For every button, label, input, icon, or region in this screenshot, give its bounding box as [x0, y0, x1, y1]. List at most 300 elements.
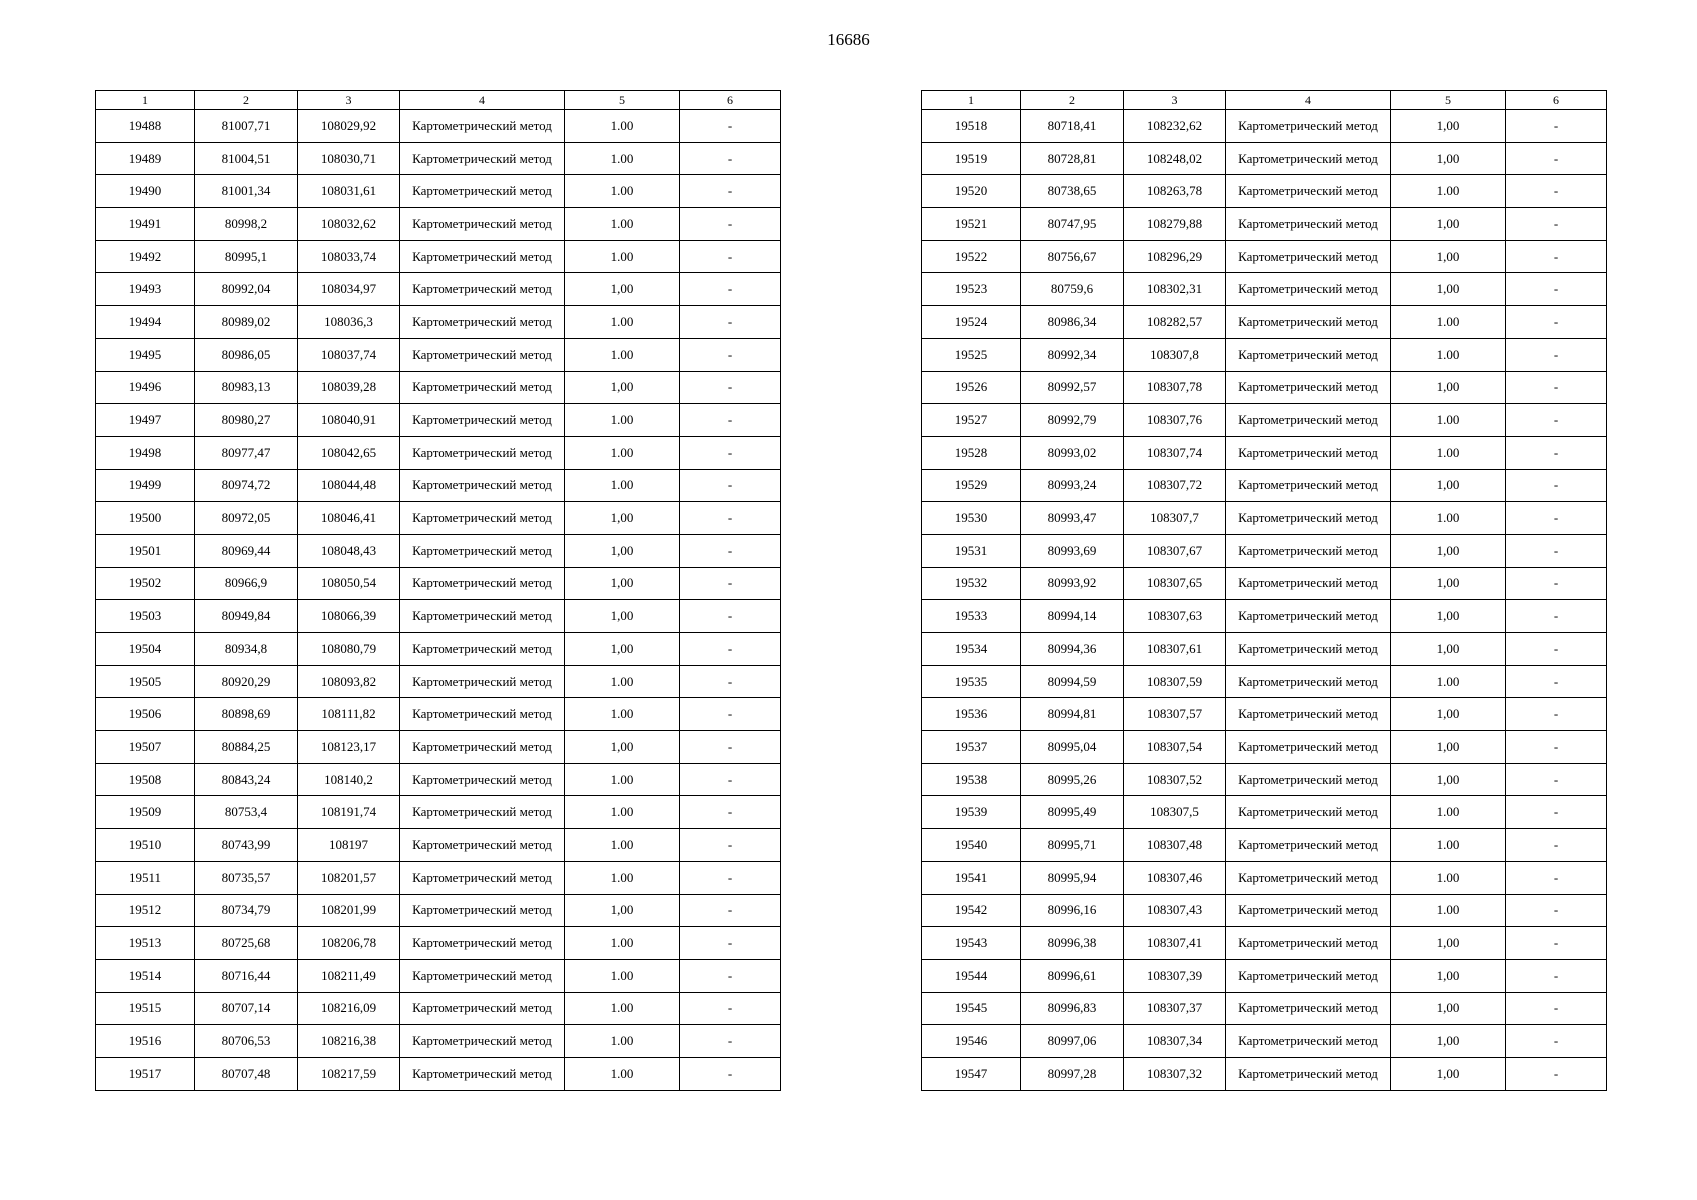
point-number-cell: 19547	[922, 1057, 1021, 1090]
y-coordinate-cell: 108123,17	[298, 731, 400, 764]
note-cell: -	[1506, 927, 1607, 960]
note-cell: -	[680, 600, 781, 633]
column-header: 1	[96, 91, 195, 110]
accuracy-cell: 1.00	[565, 436, 680, 469]
x-coordinate-cell: 80993,92	[1021, 567, 1124, 600]
x-coordinate-cell: 80898,69	[195, 698, 298, 731]
point-number-cell: 19541	[922, 861, 1021, 894]
note-cell: -	[680, 208, 781, 241]
method-cell: Картометрический метод	[400, 763, 565, 796]
accuracy-cell: 1,00	[1391, 731, 1506, 764]
y-coordinate-cell: 108307,63	[1124, 600, 1226, 633]
y-coordinate-cell: 108080,79	[298, 633, 400, 666]
accuracy-cell: 1,00	[1391, 959, 1506, 992]
method-cell: Картометрический метод	[1226, 175, 1391, 208]
accuracy-cell: 1.00	[565, 829, 680, 862]
x-coordinate-cell: 80995,94	[1021, 861, 1124, 894]
x-coordinate-cell: 80934,8	[195, 633, 298, 666]
method-cell: Картометрический метод	[400, 338, 565, 371]
point-number-cell: 19494	[96, 306, 195, 339]
note-cell: -	[1506, 698, 1607, 731]
table-row	[922, 992, 1607, 1025]
note-cell: -	[680, 175, 781, 208]
table-row	[922, 633, 1607, 666]
note-cell: -	[680, 763, 781, 796]
point-number-cell: 19501	[96, 534, 195, 567]
x-coordinate-cell: 80966,9	[195, 567, 298, 600]
table-row	[922, 894, 1607, 927]
point-number-cell: 19490	[96, 175, 195, 208]
column-header: 3	[1124, 91, 1226, 110]
accuracy-cell: 1.00	[565, 796, 680, 829]
method-cell: Картометрический метод	[400, 894, 565, 927]
x-coordinate-cell: 80969,44	[195, 534, 298, 567]
x-coordinate-cell: 80728,81	[1021, 142, 1124, 175]
accuracy-cell: 1,00	[1391, 633, 1506, 666]
y-coordinate-cell: 108042,65	[298, 436, 400, 469]
note-cell: -	[1506, 306, 1607, 339]
y-coordinate-cell: 108048,43	[298, 534, 400, 567]
method-cell: Картометрический метод	[400, 1025, 565, 1058]
y-coordinate-cell: 108307,57	[1124, 698, 1226, 731]
table-row	[96, 698, 781, 731]
x-coordinate-cell: 80974,72	[195, 469, 298, 502]
method-cell: Картометрический метод	[400, 861, 565, 894]
table-row	[96, 502, 781, 535]
method-cell: Картометрический метод	[1226, 110, 1391, 143]
x-coordinate-cell: 80972,05	[195, 502, 298, 535]
note-cell: -	[680, 371, 781, 404]
note-cell: -	[680, 502, 781, 535]
accuracy-cell: 1,00	[1391, 1057, 1506, 1090]
x-coordinate-cell: 80992,79	[1021, 404, 1124, 437]
method-cell: Картометрический метод	[400, 731, 565, 764]
y-coordinate-cell: 108201,99	[298, 894, 400, 927]
y-coordinate-cell: 108307,32	[1124, 1057, 1226, 1090]
method-cell: Картометрический метод	[1226, 927, 1391, 960]
table-row	[96, 861, 781, 894]
accuracy-cell: 1.00	[565, 992, 680, 1025]
point-number-cell: 19498	[96, 436, 195, 469]
accuracy-cell: 1,00	[1391, 1025, 1506, 1058]
table-row	[922, 240, 1607, 273]
x-coordinate-cell: 80718,41	[1021, 110, 1124, 143]
note-cell: -	[680, 469, 781, 502]
x-coordinate-cell: 80949,84	[195, 600, 298, 633]
x-coordinate-cell: 80753,4	[195, 796, 298, 829]
point-number-cell: 19536	[922, 698, 1021, 731]
table-row	[96, 927, 781, 960]
note-cell: -	[680, 306, 781, 339]
note-cell: -	[680, 796, 781, 829]
note-cell: -	[1506, 436, 1607, 469]
x-coordinate-cell: 81007,71	[195, 110, 298, 143]
method-cell: Картометрический метод	[1226, 404, 1391, 437]
accuracy-cell: 1,00	[1391, 110, 1506, 143]
point-number-cell: 19523	[922, 273, 1021, 306]
point-number-cell: 19528	[922, 436, 1021, 469]
page-number: 16686	[827, 30, 870, 49]
accuracy-cell: 1,00	[1391, 208, 1506, 241]
point-number-cell: 19517	[96, 1057, 195, 1090]
x-coordinate-cell: 80920,29	[195, 665, 298, 698]
point-number-cell: 19507	[96, 731, 195, 764]
y-coordinate-cell: 108279,88	[1124, 208, 1226, 241]
note-cell: -	[680, 861, 781, 894]
x-coordinate-cell: 81001,34	[195, 175, 298, 208]
x-coordinate-cell: 80998,2	[195, 208, 298, 241]
table-row	[96, 731, 781, 764]
table-row	[96, 404, 781, 437]
note-cell: -	[680, 273, 781, 306]
accuracy-cell: 1.00	[565, 338, 680, 371]
y-coordinate-cell: 108044,48	[298, 469, 400, 502]
point-number-cell: 19506	[96, 698, 195, 731]
point-number-cell: 19495	[96, 338, 195, 371]
table-row	[96, 371, 781, 404]
accuracy-cell: 1,00	[1391, 240, 1506, 273]
y-coordinate-cell: 108217,59	[298, 1057, 400, 1090]
y-coordinate-cell: 108216,09	[298, 992, 400, 1025]
x-coordinate-cell: 80997,06	[1021, 1025, 1124, 1058]
method-cell: Картометрический метод	[400, 175, 565, 208]
table-row	[922, 698, 1607, 731]
y-coordinate-cell: 108201,57	[298, 861, 400, 894]
point-number-cell: 19521	[922, 208, 1021, 241]
y-coordinate-cell: 108032,62	[298, 208, 400, 241]
y-coordinate-cell: 108302,31	[1124, 273, 1226, 306]
x-coordinate-cell: 80743,99	[195, 829, 298, 862]
point-number-cell: 19540	[922, 829, 1021, 862]
note-cell: -	[1506, 600, 1607, 633]
note-cell: -	[1506, 502, 1607, 535]
method-cell: Картометрический метод	[400, 110, 565, 143]
accuracy-cell: 1,00	[1391, 142, 1506, 175]
note-cell: -	[1506, 731, 1607, 764]
method-cell: Картометрический метод	[400, 829, 565, 862]
note-cell: -	[680, 534, 781, 567]
accuracy-cell: 1,00	[565, 371, 680, 404]
point-number-cell: 19545	[922, 992, 1021, 1025]
accuracy-cell: 1.00	[1391, 175, 1506, 208]
accuracy-cell: 1.00	[565, 1025, 680, 1058]
y-coordinate-cell: 108191,74	[298, 796, 400, 829]
note-cell: -	[680, 240, 781, 273]
note-cell: -	[1506, 338, 1607, 371]
note-cell: -	[1506, 861, 1607, 894]
x-coordinate-cell: 80995,49	[1021, 796, 1124, 829]
point-number-cell: 19522	[922, 240, 1021, 273]
note-cell: -	[1506, 273, 1607, 306]
method-cell: Картометрический метод	[1226, 861, 1391, 894]
table-row	[96, 959, 781, 992]
point-number-cell: 19510	[96, 829, 195, 862]
note-cell: -	[1506, 763, 1607, 796]
table-row	[922, 436, 1607, 469]
point-number-cell: 19527	[922, 404, 1021, 437]
y-coordinate-cell: 108307,46	[1124, 861, 1226, 894]
table-row	[96, 240, 781, 273]
column-header: 5	[1391, 91, 1506, 110]
x-coordinate-cell: 80996,61	[1021, 959, 1124, 992]
point-number-cell: 19497	[96, 404, 195, 437]
x-coordinate-cell: 80995,71	[1021, 829, 1124, 862]
point-number-cell: 19542	[922, 894, 1021, 927]
x-coordinate-cell: 80996,16	[1021, 894, 1124, 927]
method-cell: Картометрический метод	[400, 208, 565, 241]
method-cell: Картометрический метод	[1226, 436, 1391, 469]
method-cell: Картометрический метод	[400, 240, 565, 273]
note-cell: -	[1506, 1025, 1607, 1058]
method-cell: Картометрический метод	[400, 273, 565, 306]
method-cell: Картометрический метод	[400, 567, 565, 600]
point-number-cell: 19513	[96, 927, 195, 960]
accuracy-cell: 1.00	[1391, 665, 1506, 698]
y-coordinate-cell: 108037,74	[298, 338, 400, 371]
x-coordinate-cell: 80716,44	[195, 959, 298, 992]
note-cell: -	[680, 404, 781, 437]
y-coordinate-cell: 108036,3	[298, 306, 400, 339]
note-cell: -	[1506, 208, 1607, 241]
y-coordinate-cell: 108216,38	[298, 1025, 400, 1058]
x-coordinate-cell: 80993,47	[1021, 502, 1124, 535]
table-row	[922, 665, 1607, 698]
method-cell: Картометрический метод	[400, 959, 565, 992]
table-row	[96, 894, 781, 927]
x-coordinate-cell: 81004,51	[195, 142, 298, 175]
method-cell: Картометрический метод	[400, 1057, 565, 1090]
x-coordinate-cell: 80992,34	[1021, 338, 1124, 371]
accuracy-cell: 1.00	[565, 1057, 680, 1090]
x-coordinate-cell: 80983,13	[195, 371, 298, 404]
method-cell: Картометрический метод	[1226, 1025, 1391, 1058]
y-coordinate-cell: 108030,71	[298, 142, 400, 175]
accuracy-cell: 1,00	[1391, 469, 1506, 502]
method-cell: Картометрический метод	[400, 698, 565, 731]
table-row	[96, 436, 781, 469]
accuracy-cell: 1.00	[565, 665, 680, 698]
method-cell: Картометрический метод	[1226, 829, 1391, 862]
table-row	[96, 763, 781, 796]
y-coordinate-cell: 108211,49	[298, 959, 400, 992]
method-cell: Картометрический метод	[1226, 731, 1391, 764]
accuracy-cell: 1,00	[565, 894, 680, 927]
x-coordinate-cell: 80707,14	[195, 992, 298, 1025]
method-cell: Картометрический метод	[400, 665, 565, 698]
table-row	[96, 306, 781, 339]
x-coordinate-cell: 80995,26	[1021, 763, 1124, 796]
table-row	[96, 469, 781, 502]
method-cell: Картометрический метод	[400, 927, 565, 960]
table-header-row	[96, 91, 781, 110]
point-number-cell: 19535	[922, 665, 1021, 698]
accuracy-cell: 1,00	[1391, 371, 1506, 404]
y-coordinate-cell: 108307,61	[1124, 633, 1226, 666]
note-cell: -	[680, 338, 781, 371]
method-cell: Картометрический метод	[1226, 534, 1391, 567]
accuracy-cell: 1,00	[565, 567, 680, 600]
accuracy-cell: 1,00	[565, 633, 680, 666]
table-row	[96, 175, 781, 208]
accuracy-cell: 1,00	[1391, 763, 1506, 796]
method-cell: Картометрический метод	[1226, 992, 1391, 1025]
point-number-cell: 19509	[96, 796, 195, 829]
note-cell: -	[1506, 175, 1607, 208]
accuracy-cell: 1.00	[1391, 338, 1506, 371]
note-cell: -	[680, 665, 781, 698]
y-coordinate-cell: 108307,52	[1124, 763, 1226, 796]
y-coordinate-cell: 108232,62	[1124, 110, 1226, 143]
y-coordinate-cell: 108307,78	[1124, 371, 1226, 404]
accuracy-cell: 1.00	[565, 698, 680, 731]
column-header: 5	[565, 91, 680, 110]
y-coordinate-cell: 108050,54	[298, 567, 400, 600]
accuracy-cell: 1,00	[1391, 534, 1506, 567]
y-coordinate-cell: 108263,78	[1124, 175, 1226, 208]
y-coordinate-cell: 108307,67	[1124, 534, 1226, 567]
x-coordinate-cell: 80996,38	[1021, 927, 1124, 960]
x-coordinate-cell: 80993,69	[1021, 534, 1124, 567]
x-coordinate-cell: 80989,02	[195, 306, 298, 339]
point-number-cell: 19537	[922, 731, 1021, 764]
y-coordinate-cell: 108140,2	[298, 763, 400, 796]
column-header: 6	[680, 91, 781, 110]
method-cell: Картометрический метод	[1226, 567, 1391, 600]
point-number-cell: 19534	[922, 633, 1021, 666]
accuracy-cell: 1.00	[1391, 861, 1506, 894]
point-number-cell: 19516	[96, 1025, 195, 1058]
x-coordinate-cell: 80707,48	[195, 1057, 298, 1090]
accuracy-cell: 1,00	[565, 600, 680, 633]
point-number-cell: 19525	[922, 338, 1021, 371]
x-coordinate-cell: 80747,95	[1021, 208, 1124, 241]
point-number-cell: 19518	[922, 110, 1021, 143]
y-coordinate-cell: 108197	[298, 829, 400, 862]
y-coordinate-cell: 108307,48	[1124, 829, 1226, 862]
accuracy-cell: 1.00	[1391, 306, 1506, 339]
table-row	[96, 829, 781, 862]
accuracy-cell: 1.00	[1391, 502, 1506, 535]
method-cell: Картометрический метод	[400, 436, 565, 469]
table-row	[922, 927, 1607, 960]
y-coordinate-cell: 108307,41	[1124, 927, 1226, 960]
x-coordinate-cell: 80734,79	[195, 894, 298, 927]
table-row	[922, 469, 1607, 502]
note-cell: -	[680, 633, 781, 666]
point-number-cell: 19491	[96, 208, 195, 241]
coordinates-table-left	[95, 90, 781, 1091]
x-coordinate-cell: 80992,04	[195, 273, 298, 306]
note-cell: -	[1506, 240, 1607, 273]
point-number-cell: 19520	[922, 175, 1021, 208]
table-row	[922, 306, 1607, 339]
table-row	[96, 992, 781, 1025]
accuracy-cell: 1,00	[1391, 927, 1506, 960]
accuracy-cell: 1,00	[1391, 992, 1506, 1025]
note-cell: -	[1506, 992, 1607, 1025]
method-cell: Картометрический метод	[1226, 338, 1391, 371]
point-number-cell: 19489	[96, 142, 195, 175]
accuracy-cell: 1.00	[565, 469, 680, 502]
x-coordinate-cell: 80738,65	[1021, 175, 1124, 208]
point-number-cell: 19514	[96, 959, 195, 992]
accuracy-cell: 1.00	[565, 763, 680, 796]
y-coordinate-cell: 108307,59	[1124, 665, 1226, 698]
note-cell: -	[1506, 371, 1607, 404]
method-cell: Картометрический метод	[1226, 240, 1391, 273]
method-cell: Картометрический метод	[1226, 502, 1391, 535]
point-number-cell: 19538	[922, 763, 1021, 796]
y-coordinate-cell: 108039,28	[298, 371, 400, 404]
accuracy-cell: 1.00	[1391, 404, 1506, 437]
accuracy-cell: 1,00	[1391, 567, 1506, 600]
method-cell: Картометрический метод	[1226, 796, 1391, 829]
note-cell: -	[680, 1025, 781, 1058]
table-row	[922, 600, 1607, 633]
accuracy-cell: 1,00	[565, 534, 680, 567]
note-cell: -	[1506, 959, 1607, 992]
x-coordinate-cell: 80843,24	[195, 763, 298, 796]
point-number-cell: 19526	[922, 371, 1021, 404]
method-cell: Картометрический метод	[400, 371, 565, 404]
y-coordinate-cell: 108307,34	[1124, 1025, 1226, 1058]
table-row	[922, 110, 1607, 143]
column-header: 4	[400, 91, 565, 110]
table-row	[922, 731, 1607, 764]
y-coordinate-cell: 108307,7	[1124, 502, 1226, 535]
note-cell: -	[1506, 829, 1607, 862]
column-header: 6	[1506, 91, 1607, 110]
method-cell: Картометрический метод	[400, 469, 565, 502]
y-coordinate-cell: 108307,43	[1124, 894, 1226, 927]
point-number-cell: 19512	[96, 894, 195, 927]
note-cell: -	[1506, 796, 1607, 829]
accuracy-cell: 1,00	[565, 273, 680, 306]
table-row	[922, 208, 1607, 241]
table-row	[96, 600, 781, 633]
note-cell: -	[680, 992, 781, 1025]
point-number-cell: 19500	[96, 502, 195, 535]
y-coordinate-cell: 108031,61	[298, 175, 400, 208]
method-cell: Картометрический метод	[1226, 1057, 1391, 1090]
x-coordinate-cell: 80994,36	[1021, 633, 1124, 666]
accuracy-cell: 1,00	[565, 731, 680, 764]
y-coordinate-cell: 108307,54	[1124, 731, 1226, 764]
accuracy-cell: 1,00	[565, 502, 680, 535]
table-row	[96, 796, 781, 829]
table-row	[922, 567, 1607, 600]
point-number-cell: 19544	[922, 959, 1021, 992]
method-cell: Картометрический метод	[400, 534, 565, 567]
note-cell: -	[1506, 469, 1607, 502]
x-coordinate-cell: 80992,57	[1021, 371, 1124, 404]
point-number-cell: 19529	[922, 469, 1021, 502]
x-coordinate-cell: 80884,25	[195, 731, 298, 764]
point-number-cell: 19488	[96, 110, 195, 143]
method-cell: Картометрический метод	[400, 633, 565, 666]
table-row	[922, 338, 1607, 371]
method-cell: Картометрический метод	[1226, 142, 1391, 175]
point-number-cell: 19532	[922, 567, 1021, 600]
column-header: 4	[1226, 91, 1391, 110]
point-number-cell: 19519	[922, 142, 1021, 175]
accuracy-cell: 1.00	[1391, 796, 1506, 829]
point-number-cell: 19546	[922, 1025, 1021, 1058]
column-header: 3	[298, 91, 400, 110]
table-row	[96, 208, 781, 241]
table-row	[922, 404, 1607, 437]
point-number-cell: 19496	[96, 371, 195, 404]
